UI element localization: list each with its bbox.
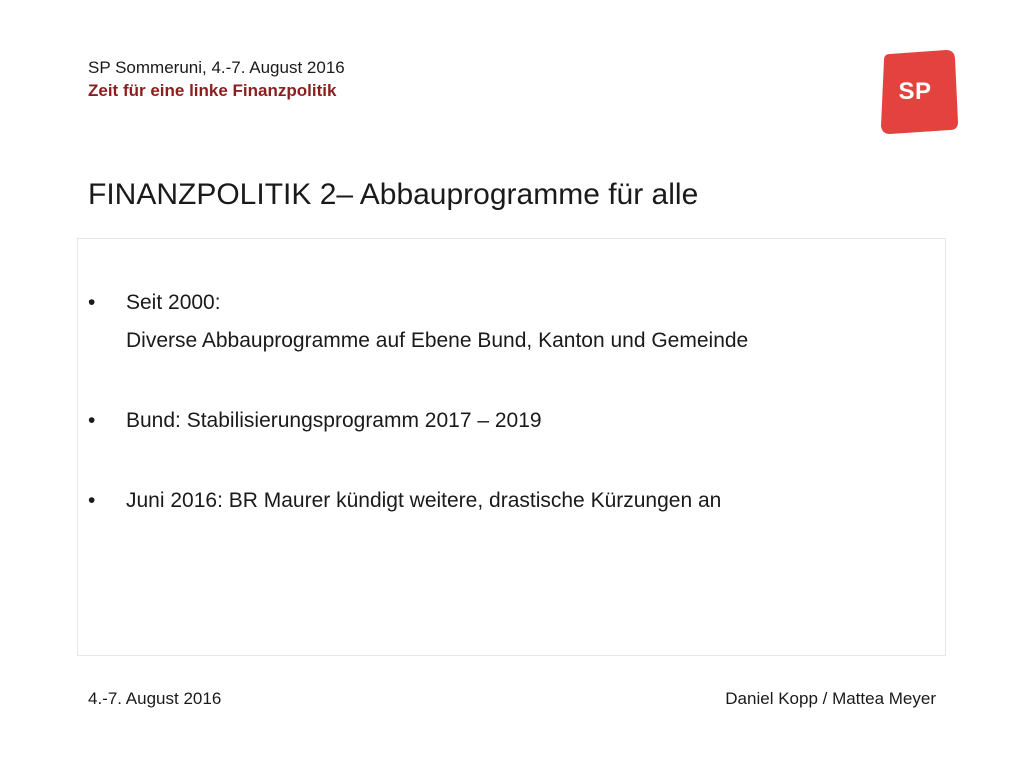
bullet-text: Juni 2016: BR Maurer kündigt weitere, drastische Kürzungen an	[126, 489, 722, 512]
content-box	[77, 238, 946, 656]
header-subtitle: Zeit für eine linke Finanzpolitik	[88, 81, 337, 100]
bullet-marker: •	[88, 409, 96, 432]
bullet-text: Seit 2000:	[126, 291, 221, 314]
header-event: SP Sommeruni, 4.-7. August 2016	[88, 58, 345, 77]
sp-logo-text: SP	[898, 78, 932, 105]
footer-authors: Daniel Kopp / Mattea Meyer	[725, 689, 936, 708]
bullet-marker: •	[88, 291, 96, 314]
sp-logo	[876, 50, 960, 134]
slide-title: FINANZPOLITIK 2– Abbauprogramme für alle	[88, 178, 699, 211]
bullet-text: Bund: Stabilisierungsprogramm 2017 – 2019	[126, 409, 542, 432]
bullet-marker: •	[88, 489, 96, 512]
bullet-subtext: Diverse Abbauprogramme auf Ebene Bund, Kanton und Gemeinde	[126, 329, 749, 352]
footer-date: 4.-7. August 2016	[88, 689, 222, 708]
bullet-list	[78, 239, 945, 655]
